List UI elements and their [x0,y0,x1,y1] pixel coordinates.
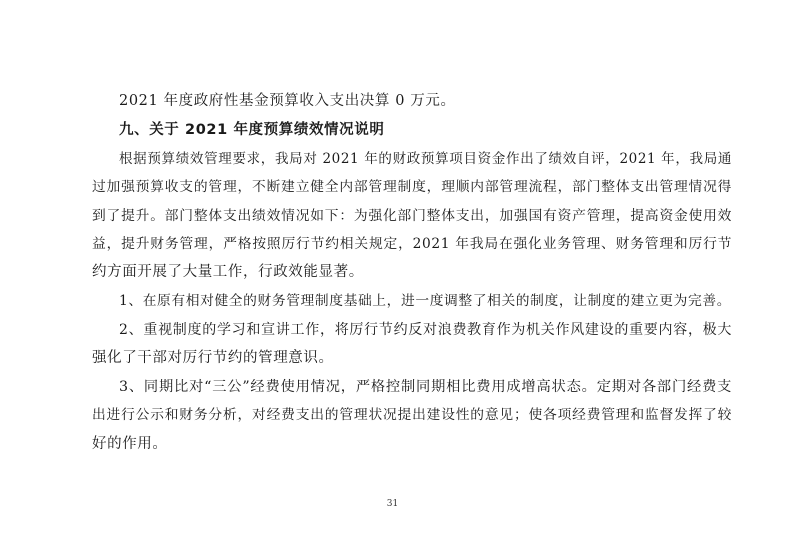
intro-line-2: 过加强预算收支的管理，不断建立健全内部管理制度，理顺内部管理流程，部门整体支出管理情况得 [92,179,732,195]
intro-line-4: 益，提升财务管理，严格按照厉行节约相关规定，2021 年我局在强化业务管理、财务管理和厉行节 [92,236,732,252]
page-number: 31 [386,499,399,509]
item-1-line-1: 1、在原有相对健全的财务管理制度基础上，进一度调整了相关的制度，让制度的建立更为完善。 [119,293,732,309]
intro-line-3: 到了提升。部门整体支出绩效情况如下：为强化部门整体支出，加强国有资产管理，提高资金使用效 [92,208,732,224]
intro-line-1: 根据预算绩效管理要求，我局对 2021 年的财政预算项目资金作出了绩效自评，2021 年，我局通 [119,151,732,167]
intro-line-5: 约方面开展了大量工作，行政效能显著。 [92,264,364,280]
section-heading: 九、关于 2021 年度预算绩效情况说明 [119,122,385,138]
item-3-line-1: 3、同期比对“三公”经费使用情况，严格控制同期相比费用成增高状态。定期对各部门经费支 [119,379,732,395]
paragraph-fund-summary: 2021 年度政府性基金预算收入支出决算 0 万元。 [119,93,456,109]
item-3-line-2: 出进行公示和财务分析，对经费支出的管理状况提出建设性的意见；使各项经费管理和监督发挥了较 [92,407,732,423]
item-2-line-1: 2、重视制度的学习和宣讲工作，将厉行节约反对浪费教育作为机关作风建设的重要内容，极大 [119,322,732,338]
item-3-line-3: 好的作用。 [92,436,168,452]
item-2-line-2: 强化了干部对厉行节约的管理意识。 [92,350,334,366]
